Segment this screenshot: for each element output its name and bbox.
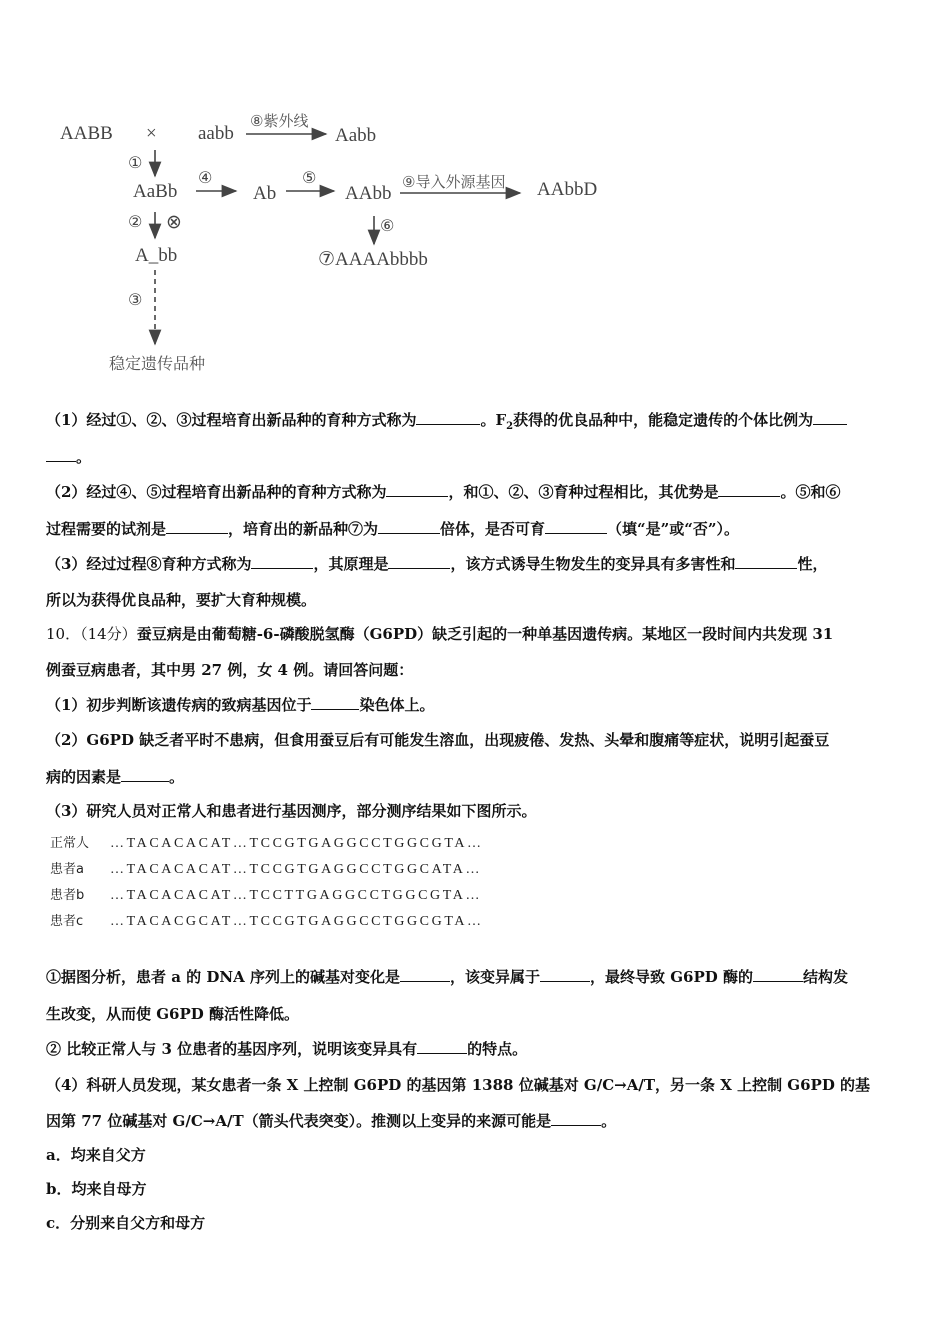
option-a[interactable]: a．均来自父方 xyxy=(46,1146,146,1164)
tetraploid-genotype: ⑦AAAAbbbb xyxy=(318,249,428,270)
answer-blank[interactable] xyxy=(311,695,359,710)
label-uv: ⑧紫外线 xyxy=(250,112,309,130)
q10-part2: （2）G6PD 缺乏者平时不患病，但食用蚕豆后有可能发生溶血，出现疲倦、发热、头晕和腹痛等症状，说明引起蚕豆 xyxy=(46,731,830,749)
option-b[interactable]: b．均来自母方 xyxy=(46,1180,147,1198)
seq-row-patient-c: 患者c …TACACGCAT…TCCGTGAGGCCTGGCGTA… xyxy=(50,914,484,929)
haploid-genotype: Ab xyxy=(253,183,277,204)
q9-part2: （2）经过④、⑤过程培育出新品种的育种方式称为 ，和①、②、③育种过程相比，其优势是 。⑤和⑥ xyxy=(46,483,841,501)
answer-blank[interactable] xyxy=(813,410,847,425)
f1-genotype: AaBb xyxy=(133,181,178,202)
label-step3: ③ xyxy=(128,290,143,309)
seq-row-patient-b: 患者b …TACACACAT…TCCTTGAGGCCTGGCGTA… xyxy=(50,888,483,903)
answer-blank[interactable] xyxy=(551,1111,601,1126)
breeding-diagram xyxy=(0,0,950,400)
q10-part2-cont: 病的因素是 。 xyxy=(46,768,185,786)
answer-blank[interactable] xyxy=(251,554,313,569)
q10-analysis1-cont: 生改变，从而使 G6PD 酶活性降低。 xyxy=(46,1005,299,1023)
label-step1: ① xyxy=(128,153,143,172)
parent-aabb-recessive: aabb xyxy=(198,123,234,144)
answer-blank[interactable] xyxy=(540,967,590,982)
q9-part3: （3）经过过程⑧育种方式称为 ，其原理是 ，该方式诱导生物发生的变异具有多害性和 性， xyxy=(46,555,828,573)
q10-part1: （1）初步判断该遗传病的致病基因位于 染色体上。 xyxy=(46,696,435,714)
q9-part1: （1）经过①、②、③过程培育出新品种的育种方式称为 。$F_2$获得的优良品种中，能稳定遗传的个体比例为 xyxy=(46,410,908,437)
q9-part3-cont: 所以为获得优良品种，要扩大育种规模。 xyxy=(46,591,317,609)
seq-row-normal: 正常人 …TACACACAT…TCCGTGAGGCCTGGCGTA… xyxy=(50,836,484,851)
answer-blank[interactable] xyxy=(416,410,480,425)
stable-variety: 稳定遗传品种 xyxy=(109,354,206,373)
answer-blank[interactable] xyxy=(121,767,169,782)
answer-blank[interactable] xyxy=(718,482,780,497)
q10-analysis1: ①据图分析，患者 a 的 DNA 序列上的碱基对变化是 ，该变异属于 ，最终导致 G6PD 酶的 结构发 xyxy=(46,968,848,986)
doubled-genotype: AAbb xyxy=(345,183,392,204)
q10-analysis2: ② 比较正常人与 3 位患者的基因序列，说明该变异具有 的特点。 xyxy=(46,1040,528,1058)
answer-blank[interactable] xyxy=(417,1039,467,1054)
answer-blank[interactable] xyxy=(753,967,803,982)
label-step5: ⑤ xyxy=(302,168,317,187)
uv-product: Aabb xyxy=(335,125,377,146)
transgenic-genotype: AAbbD xyxy=(537,179,598,200)
answer-blank[interactable] xyxy=(386,482,448,497)
label-step4: ④ xyxy=(198,168,213,187)
cross-symbol: × xyxy=(146,123,157,144)
answer-blank[interactable] xyxy=(735,554,797,569)
answer-blank[interactable] xyxy=(378,519,440,534)
selfing-icon: ⊗ xyxy=(166,211,182,233)
answer-blank[interactable] xyxy=(46,447,76,462)
label-step6: ⑥ xyxy=(380,216,395,235)
label-step2: ② xyxy=(128,212,143,231)
answer-blank[interactable] xyxy=(400,967,450,982)
answer-blank[interactable] xyxy=(166,519,228,534)
answer-blank[interactable] xyxy=(545,519,607,534)
q10-stem: 10．（14分）蚕豆病是由葡萄糖-6-磷酸脱氢酶（G6PD）缺乏引起的一种单基因遗传病。某地区一段时间内共发现 31 xyxy=(46,625,834,643)
option-c[interactable]: c．分别来自父方和母方 xyxy=(46,1214,206,1232)
answer-blank[interactable] xyxy=(388,554,450,569)
q10-stem-cont: 例蚕豆病患者，其中男 27 例，女 4 例。请回答问题： xyxy=(46,661,414,679)
q10-part4-cont: 因第 77 位碱基对 G/C→A/T（箭头代表突变）。推测以上变异的来源可能是 。 xyxy=(46,1112,617,1130)
label-step9: ⑨导入外源基因 xyxy=(402,173,506,191)
q9-part1-cont: 。 xyxy=(46,447,908,467)
parent-aabb-dominant: AABB xyxy=(60,123,113,144)
q9-part2-cont: 过程需要的试剂是 ，培育出的新品种⑦为 倍体，是否可育 （填“是”或“否”）。 xyxy=(46,520,740,538)
q10-part4: （4）科研人员发现，某女患者一条 X 上控制 G6PD 的基因第 1388 位碱基对 G/C→A/T，另一条 X 上控制 G6PD 的基 xyxy=(46,1076,871,1094)
seq-row-patient-a: 患者a …TACACACAT…TCCGTGAGGCCTGGCATA… xyxy=(50,862,483,877)
question-number: 10．（14分） xyxy=(46,625,137,643)
f2-genotype: A_bb xyxy=(135,245,178,266)
q10-part3: （3）研究人员对正常人和患者进行基因测序，部分测序结果如下图所示。 xyxy=(46,802,537,820)
